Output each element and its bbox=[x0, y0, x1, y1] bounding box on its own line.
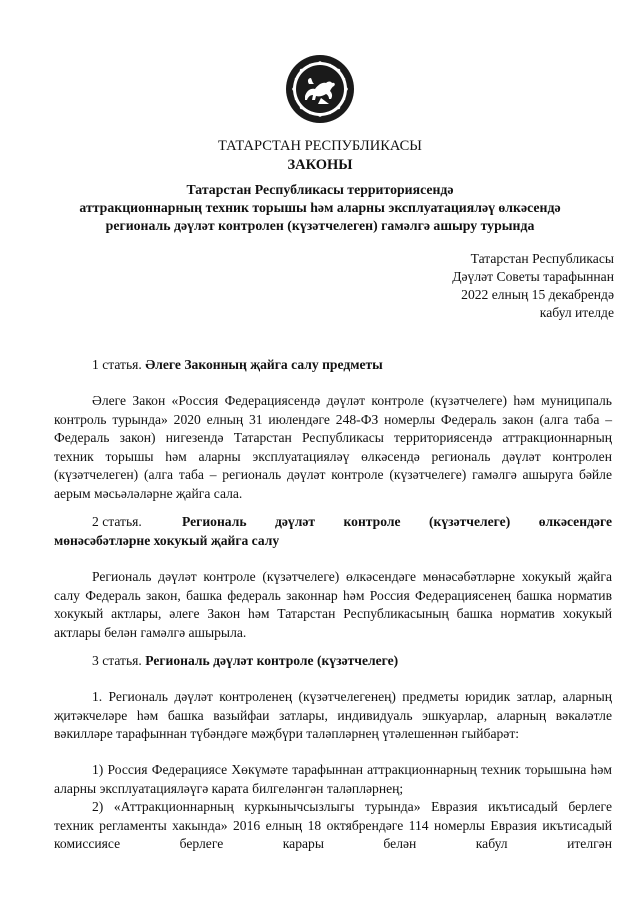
coat-of-arms-emblem bbox=[285, 54, 355, 124]
subtitle-line: аттракционнарның техник торышы һәм аларны эксплуатацияләү өлкәсендә bbox=[79, 200, 561, 215]
adoption-line: 2022 елның 15 декабрендә bbox=[461, 287, 614, 302]
article-2-heading bbox=[54, 513, 612, 550]
article-number: 1 статья. bbox=[92, 357, 142, 372]
article-title: Әлеге Законның җайга салу предметы bbox=[145, 357, 383, 372]
article-number: 3 статья. bbox=[92, 653, 142, 668]
subtitle-line: Татарстан Республикасы территориясендә bbox=[186, 182, 454, 197]
article-number: 2 статья. bbox=[92, 514, 142, 529]
tatarstan-coat-of-arms-icon bbox=[285, 54, 355, 124]
article-3-subitem-1: 1) Россия Федерациясе Хөкүмәте тарафыннан аттракционнарның техник торышына һәм аларны эксплуатацияләүгә карата билгеләнгән таләпләрнең; bbox=[54, 762, 612, 796]
article-title-line1: Региональ дәүләт контроле (күзәтчелеге) өлкәсендәге bbox=[182, 514, 612, 529]
article-1-heading bbox=[54, 356, 612, 375]
header-republic: ТАТАРСТАН РЕСПУБЛИКАСЫ bbox=[218, 138, 422, 154]
header-law: ЗАКОНЫ bbox=[287, 157, 353, 173]
adoption-line: Дәүләт Советы тарафыннан bbox=[452, 269, 614, 284]
subtitle-line: региональ дәүләт контролен (күзәтчелеген) гамәлгә ашыру турында bbox=[105, 218, 535, 233]
adoption-note bbox=[452, 250, 614, 322]
adoption-line: Татарстан Республикасы bbox=[470, 251, 614, 266]
article-3-subitem-2: 2) «Аттракционнарның куркынычсызлыгы турында» Евразия икътисадый берлеге техник регламенты хакында» 2016 елның 18 октябрендәге 114 номерлы Евразия икътисадый комиссиясе берлеге карары белән кабул ителгән bbox=[54, 799, 612, 851]
article-2-text: Региональ дәүләт контроле (күзәтчелеге) өлкәсендәге мөнәсәбәтләрне хокукый җайга салу Федераль закон, башка федераль законнар һәм Россия Федерациясенең башка норматив хокукый актлары, әлеге Закон һәм Татарстан Республикасының башка норматив хокукый актлары белән гамәлгә ашырыла. bbox=[54, 569, 612, 640]
law-subtitle bbox=[60, 181, 580, 235]
article-1-text: Әлеге Закон «Россия Федерациясендә дәүләт контроле (күзәтчелеге) һәм муниципаль контроль турында» 2020 елның 31 июлендәге 248-ФЗ номерлы Федераль закон (алга таба – Федераль закон) нигезендә Татарстан Республикасы территориясендә аттракционнарның техник торышы һәм аларны эксплуатацияләү өлкәсендә региональ дәүләт контролен (күзәтчелеген) (алга таба – региональ дәүләт контроле (күзәтчелеге) гамәлгә ашыруга бәйле аерым мәсьәләләрне җайга сала. bbox=[54, 393, 612, 501]
article-3-heading bbox=[54, 652, 612, 671]
article-3-item-1: 1. Региональ дәүләт контроленең (күзәтчелегенең) предметы юридик затлар, аларның җитәкчеләре һәм башка вазыйфаи затлары, индивидуаль эшкуарлар, аларның вәкаләтле вәкилләре тарафыннан түбәндәге мәҗбүри таләпләрнең үтәлешеннән гыйбарәт: bbox=[54, 689, 612, 741]
adoption-line: кабул ителде bbox=[539, 305, 614, 320]
article-title: Региональ дәүләт контроле (күзәтчелеге) bbox=[145, 653, 399, 668]
article-title-line2: мөнәсәбәтләрне хокукый җайга салу bbox=[54, 532, 280, 548]
